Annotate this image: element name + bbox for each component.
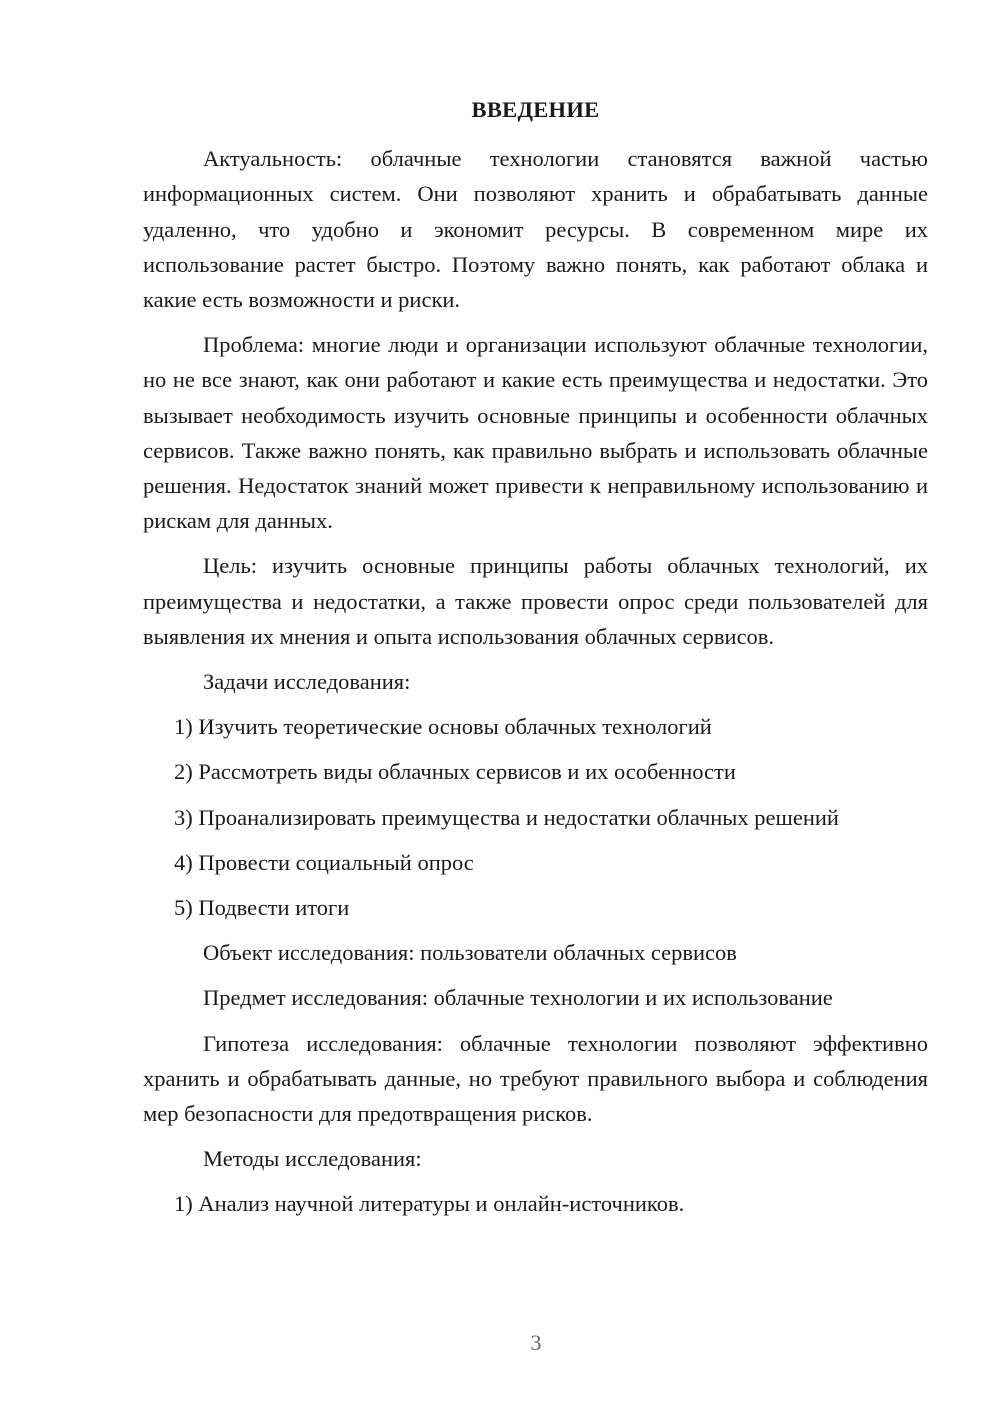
- research-subject: Предмет исследования: облачные технологии и их использование: [203, 985, 833, 1011]
- problem-paragraph: Проблема: многие люди и организации используют облачные технологии, но не все знают, как они работают и какие есть преимущества и недостатки. Это вызывает необходимость изучить основные принципы и особенности облачных сервисов. Также важно понять, как правильно выбрать и использовать облачные решения. Недостаток знаний может привести к неправильному использованию и рискам для данных.: [143, 332, 928, 534]
- document-page: [143, 92, 928, 1232]
- task-item: 2) Рассмотреть виды облачных сервисов и их особенности: [174, 759, 736, 785]
- methods-heading: Методы исследования:: [203, 1146, 422, 1172]
- task-item: 3) Проанализировать преимущества и недостатки облачных решений: [174, 804, 839, 830]
- page-number: 3: [530, 1330, 542, 1355]
- task-item: 4) Провести социальный опрос: [174, 849, 474, 875]
- relevance-paragraph: Актуальность: облачные технологии становятся важной частью информационных систем. Они позволяют хранить и обрабатывать данные удаленно, что удобно и экономит ресурсы. В современном мире их использование растет быстро. Поэтому важно понять, как работают облака и какие есть возможности и риски.: [143, 146, 928, 313]
- hypothesis-paragraph: Гипотеза исследования: облачные технологии позволяют эффективно хранить и обрабатывать данные, но требуют правильного выбора и соблюдения мер безопасности для предотвращения рисков.: [143, 1030, 928, 1127]
- tasks-heading: Задачи исследования:: [203, 669, 411, 695]
- method-item: 1) Анализ научной литературы и онлайн-источников.: [174, 1191, 685, 1217]
- goal-paragraph: Цель: изучить основные принципы работы облачных технологий, их преимущества и недостатки, а также провести опрос среди пользователей для выявления их мнения и опыта использования облачных сервисов.: [143, 553, 928, 649]
- task-item: 5) Подвести итоги: [174, 895, 350, 921]
- research-object: Объект исследования: пользователи облачных сервисов: [203, 940, 737, 966]
- task-item: 1) Изучить теоретические основы облачных технологий: [174, 714, 712, 740]
- section-title: ВВЕДЕНИЕ: [471, 97, 600, 122]
